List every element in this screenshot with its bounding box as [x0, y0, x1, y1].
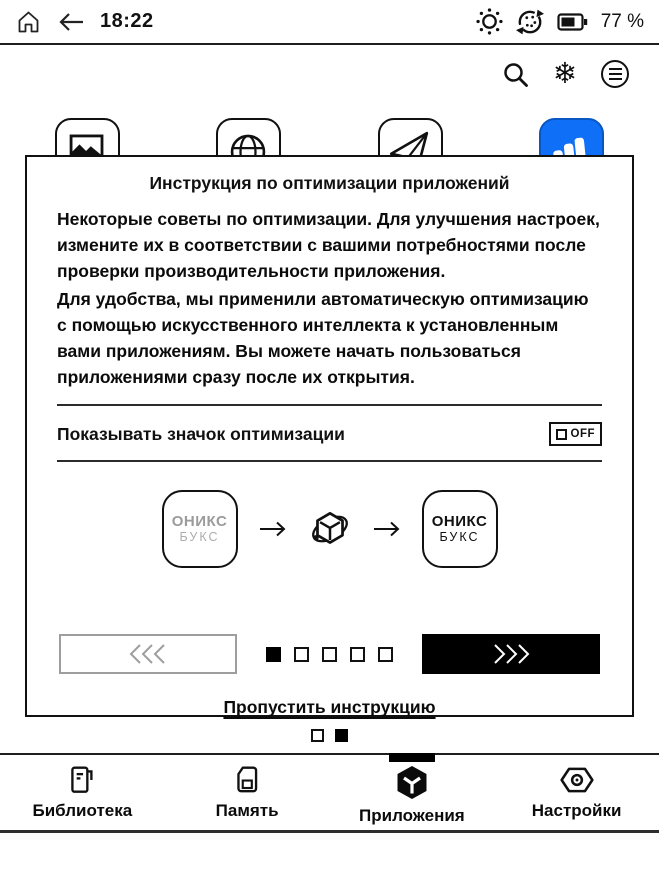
- battery-icon: [557, 12, 588, 32]
- nav-label: Библиотека: [32, 801, 133, 820]
- toggle-checkbox-icon: [556, 429, 567, 440]
- dialog-nav-row: [59, 634, 600, 674]
- show-optimization-icon-row: [57, 418, 602, 450]
- pagination-dot: [350, 647, 365, 662]
- dialog-pagination: [266, 647, 393, 662]
- apps-icon: [395, 764, 429, 801]
- back-arrow-icon[interactable]: [56, 10, 86, 34]
- refresh-mode-icon[interactable]: [516, 8, 544, 36]
- battery-percent: 77 %: [600, 10, 644, 32]
- settings-icon: [559, 764, 595, 796]
- status-time: 18:22: [100, 10, 154, 32]
- page-dot: [311, 729, 324, 742]
- nav-label: Приложения: [359, 806, 465, 825]
- pagination-dot: [378, 647, 393, 662]
- nav-label: Настройки: [531, 801, 622, 820]
- arrow-right-icon: [372, 521, 402, 537]
- divider: [57, 460, 602, 462]
- toggle-state: OFF: [570, 428, 595, 440]
- skip-row: [57, 697, 602, 718]
- onyx-logo-before: [162, 490, 238, 568]
- menu-icon[interactable]: [601, 60, 629, 88]
- library-icon: [66, 764, 98, 796]
- dialog-paragraph-2: Для удобства, мы применили автоматическую оптимизацию с помощью искусственного интеллекта к установленным вами приложениям. Вы можете начать пользоваться приложениями сразу после их открытия.: [57, 289, 589, 387]
- brightness-icon[interactable]: [476, 8, 503, 35]
- nav-item-library[interactable]: [0, 755, 165, 830]
- page-dot: [335, 729, 348, 742]
- nav-item-storage[interactable]: [165, 755, 330, 830]
- optimization-dialog: [25, 155, 634, 717]
- arrow-right-icon: [258, 521, 288, 537]
- logo-text: ОНИКС: [431, 513, 488, 531]
- onyx-logo-after: [422, 490, 498, 568]
- next-page-button[interactable]: [422, 634, 600, 674]
- previous-page-button[interactable]: [59, 634, 237, 674]
- skip-instruction-link[interactable]: Пропустить инструкцию: [223, 697, 436, 717]
- apps-page-indicator: [0, 729, 659, 742]
- search-icon[interactable]: [502, 61, 529, 88]
- nav-item-settings[interactable]: [494, 755, 659, 830]
- storage-icon: [231, 764, 263, 796]
- home-icon[interactable]: [15, 8, 42, 35]
- bottom-navigation: [0, 753, 659, 833]
- dialog-paragraph-1: Некоторые советы по оптимизации. Для улучшения настроек, измените их в соответствии с вашими потребностями после проверки производительности приложения.: [57, 209, 600, 281]
- nav-item-apps[interactable]: [330, 755, 495, 830]
- logo-text: БУКС: [179, 530, 220, 545]
- logo-text: БУКС: [439, 530, 480, 545]
- pagination-dot: [322, 647, 337, 662]
- optimization-cube-icon: [308, 505, 352, 553]
- pagination-dot: [294, 647, 309, 662]
- status-bar: [0, 0, 659, 45]
- logo-text: ОНИКС: [171, 513, 228, 531]
- nav-label: Память: [215, 801, 279, 820]
- freeze-apps-icon[interactable]: ❄: [552, 57, 577, 90]
- dialog-title: Инструкция по оптимизации приложений: [149, 173, 510, 193]
- apps-toolbar: [502, 48, 629, 100]
- divider: [57, 404, 602, 406]
- pagination-dot: [266, 647, 281, 662]
- optimization-illustration: [57, 488, 602, 570]
- toggle-label: Показывать значок оптимизации: [57, 423, 345, 444]
- status-right-icons: [476, 8, 644, 36]
- optimization-icon-toggle[interactable]: [549, 422, 603, 446]
